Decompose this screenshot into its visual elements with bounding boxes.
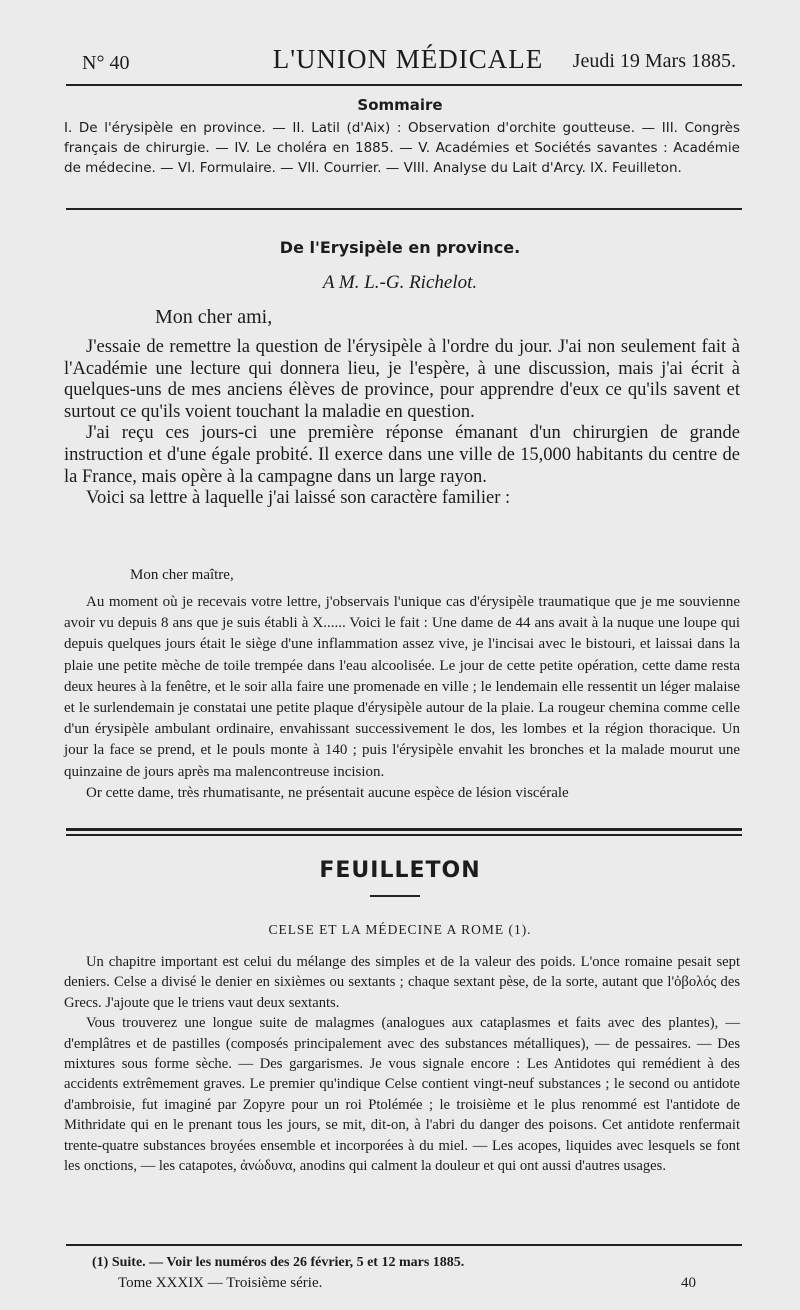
- sommaire-text: I. De l'érysipèle en province. — II. Latil (d'Aix) : Observation d'orchite goutteuse. — III. Congrès français de chirurgie. — IV. Le choléra en 1885. — V. Académies et Sociétés savantes : Académie de médecine. — VI. Formulaire. — VII. Courrier. — VIII. Analyse du Lait d'Arcy. IX. Feuilleton.: [64, 120, 740, 176]
- header-rule: [66, 84, 742, 86]
- footnote: (1) Suite. — Voir les numéros des 26 février, 5 et 12 mars 1885.: [92, 1255, 465, 1270]
- feuilleton-body: [64, 952, 740, 1176]
- feuilleton-paragraph: Vous trouverez une longue suite de malagmes (analogues aux cataplasmes et faits avec des plantes), — d'emplâtres et de pastilles (composés principalement avec des substances métalliques), — de pessaires. — Des mixtures sous forme sèche. — Des gargarismes. Je vous signale encore : Les Antidotes qui remédient à des accidents extrêmement graves. Le premier qu'indique Celse contient vingt-neuf substances ; le second ou antidote d'ambroisie, fut imaginé par Zopyre pour un roi Ptolémée ; le troisième et le plus renommé est l'antidote de Mithridate qui en le prenant tous les jours, se mit, dit-on, à l'abri du danger des poisons. Cet antidote renfermait trente-quatre substances broyées ensemble et incorporées à du miel. — Les acopes, liquides avec lesquels se font les onctions, — les catapotes, ἀνώδυνα, anodins qui calment la douleur et qui ont aussi d'autres usages.: [64, 1015, 740, 1175]
- letter-paragraph: Or cette dame, très rhumatisante, ne présentait aucune espèce de lésion viscérale: [86, 784, 569, 801]
- letter-body: [64, 592, 740, 804]
- page-header: [80, 44, 736, 80]
- page-number: 40: [681, 1275, 696, 1291]
- letter-salutation: Mon cher maître,: [130, 567, 234, 583]
- feuilleton-rule-top: [66, 828, 742, 831]
- article-body: [64, 337, 740, 510]
- sommaire-rule: [66, 208, 742, 210]
- feuilleton-title: FEUILLETON: [319, 858, 481, 883]
- article-paragraph: J'ai reçu ces jours-ci une première réponse émanant d'un chirurgien de grande instruction et d'une égale probité. Il exerce dans une ville de 15,000 habitants du centre de la France, mais opère à la campagne dans un large rayon.: [64, 423, 740, 487]
- feuilleton-subtitle: CELSE ET LA MÉDECINE A ROME (1).: [268, 922, 532, 937]
- feuilleton-paragraph: Un chapitre important est celui du mélange des simples et de la valeur des poids. L'once romaine pesait sept deniers. Celse a divisé le denier en sixièmes ou sextants ; chaque sextant pèse, de la sorte, autant que l'ὀβολός des Grecs. J'ajoute que le triens vaut deux sextants.: [64, 954, 740, 1011]
- footnote-rule: [66, 1244, 742, 1246]
- feuilleton-title-underline: [370, 895, 420, 897]
- article-salutation: Mon cher ami,: [155, 306, 273, 328]
- article-dedication: A M. L.-G. Richelot.: [322, 272, 478, 293]
- journal-title: L'UNION MÉDICALE: [272, 44, 544, 74]
- issue-number: N° 40: [82, 52, 130, 74]
- article-title: De l'Erysipèle en province.: [279, 238, 521, 257]
- article-paragraph: J'essaie de remettre la question de l'érysipèle à l'ordre du jour. J'ai non seulement fait à l'Académie une lecture qui donnera lieu, je l'espère, à une discussion, mais j'ai écrit à quelques-uns de mes anciens élèves de province, pour apprendre d'eux ce qu'ils savent et surtout ce qu'ils voient touchant la maladie en question.: [64, 337, 740, 422]
- sommaire-title: Sommaire: [357, 96, 443, 114]
- article-paragraph: Voici sa lettre à laquelle j'ai laissé son caractère familier :: [86, 488, 511, 509]
- feuilleton-rule-bottom: [66, 834, 742, 836]
- letter-paragraph: Au moment où je recevais votre lettre, j'observais l'unique cas d'érysipèle traumatique que je me souvienne avoir vu depuis 8 ans que je suis établi à X...... Voici le fait : Une dame de 44 ans avait à la nuque une loupe qui depuis quelques jours était le siège d'une inflammation assez vive, je l'incisai avec le bistouri, et laissai dans la plaie une petite mèche de toile trempée dans l'eau alcoolisée. Le jour de cette petite opération, cette dame resta deux heures à la fenêtre, et le soir alla faire une promenade en ville ; le lendemain elle ressentit un léger malaise et le surlendemain je constatai une petite plaque d'érysipèle autour de la plaie. La rougeur chemina comme celle d'un érysipèle ambulant ordinaire, envahissant successivement le dos, les lombes et la région thoracique. Un jour la face se prend, et le pouls monte à 140 ; puis l'érysipèle envahit les bronches et la malade mourut une quinzaine de jours après ma malencontreuse incision.: [64, 594, 740, 780]
- tome-label: Tome XXXIX — Troisième série.: [118, 1275, 323, 1291]
- issue-date: Jeudi 19 Mars 1885.: [572, 50, 736, 72]
